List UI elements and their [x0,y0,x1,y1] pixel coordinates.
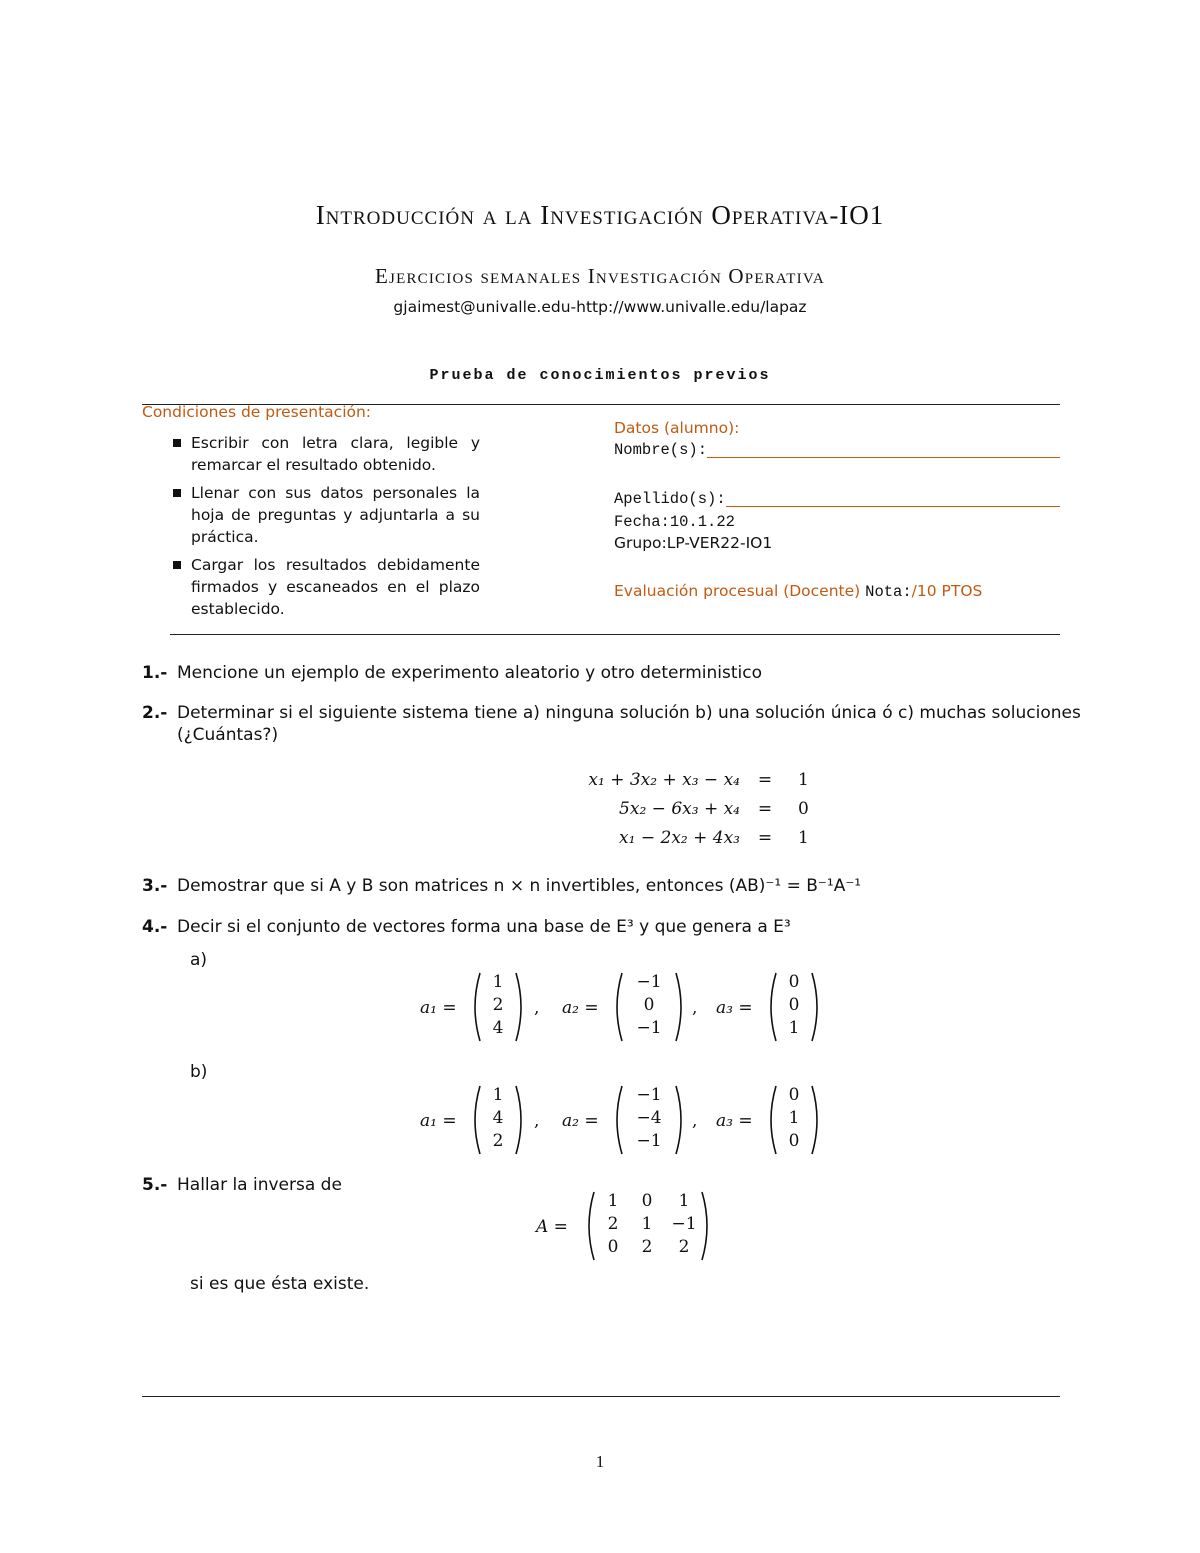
question-5: 5.- Hallar la inversa de [142,1175,342,1195]
date-line: Fecha:10.1.22 [614,513,735,531]
equation-row: x₁ + 3x₂ + x₃ − x₄ = 1 [588,769,809,790]
question-2-continued: (¿Cuántas?) [177,725,279,745]
right-paren-icon [674,971,688,1043]
conditions-heading: Condiciones de presentación: [142,403,372,421]
document-subtitle: Ejercicios semanales Investigación Operativa [375,264,825,288]
document-title: Introducción a la Investigación Operativa-IO1 [315,200,885,230]
right-paren-icon [810,971,824,1043]
right-paren-icon [514,971,528,1043]
equation-system [480,765,838,852]
bullet-icon [173,561,181,569]
matrix-grid: 1 0 1 2 1 −1 0 2 2 [607,1191,697,1257]
list-item: Cargar los resultados debidamente firmados y escaneados en el plazo establecido. [170,554,480,620]
date-value: 10.1.22 [669,513,735,531]
contact-line: gjaimest@univalle.edu-http://www.univalle.edu/lapaz [393,298,807,316]
equation-row: x₁ − 2x₂ + 4x₃ = 1 [619,827,809,848]
name-blank[interactable] [707,441,1060,458]
grade-value: /10 PTOS [911,582,983,600]
list-item: Llenar con sus datos personales la hoja de preguntas y adjuntarla a su práctica. [170,482,480,548]
question-4b-label: b) [190,1062,208,1082]
evaluation-line: Evaluación procesual (Docente) Nota:/10 PTOS [614,582,983,601]
footer-rule [142,1396,1060,1397]
group-value: LP-VER22-IO1 [666,534,773,552]
surname-field[interactable]: Apellido(s): [614,490,1060,508]
name-field[interactable]: Nombre(s): [614,441,1060,459]
bullet-icon [173,489,181,497]
bullet-icon [173,439,181,447]
right-paren-icon [700,1190,714,1262]
equation-row: 5x₂ − 6x₃ + x₄ = 0 [619,798,809,819]
box-bottom-rule [170,634,1060,635]
page-number: 1 [595,1452,605,1471]
question-5-footnote: si es que ésta existe. [190,1274,370,1294]
question-2: 2.- Determinar si el siguiente sistema tiene a) ninguna solución b) una solución única ó c) muchas soluciones [142,703,1081,723]
left-paren-icon [582,1190,596,1262]
conditions-list [170,432,480,626]
group-line: Grupo:LP-VER22-IO1 [614,534,773,552]
right-paren-icon [674,1084,688,1156]
question-1: 1.- Mencione un ejemplo de experimento aleatorio y otro deterministico [142,663,762,683]
question-4: 4.- Decir si el conjunto de vectores forma una base de E³ y que genera a E³ [142,917,791,937]
right-paren-icon [810,1084,824,1156]
right-paren-icon [514,1084,528,1156]
list-item: Escribir con letra clara, legible y remarcar el resultado obtenido. [170,432,480,476]
test-title: Prueba de conocimientos previos [429,367,771,384]
question-4a-label: a) [190,950,208,970]
question-3: 3.- Demostrar que si A y B son matrices n × n invertibles, entonces (AB)⁻¹ = B⁻¹A⁻¹ [142,876,862,896]
surname-blank[interactable] [726,490,1060,507]
student-heading: Datos (alumno): [614,419,740,437]
